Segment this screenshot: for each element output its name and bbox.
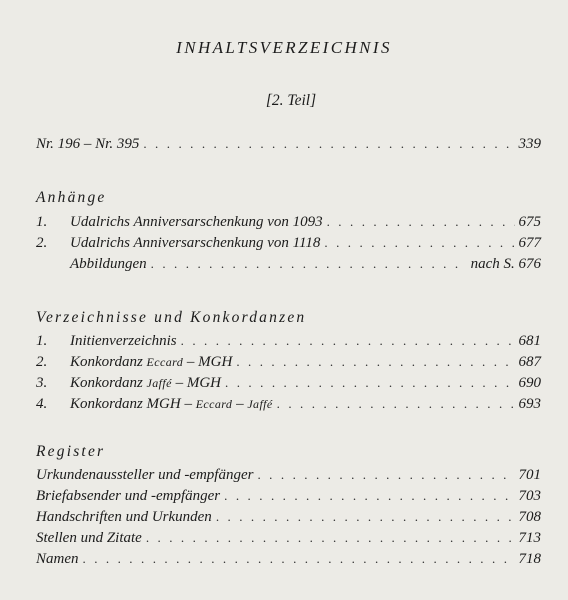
toc-entry-register-handschriften[interactable]: [36, 509, 541, 530]
toc-entry-konkordanz-mgh-eccard-jaffe[interactable]: [36, 396, 541, 417]
leader-dots: [324, 235, 514, 251]
leader-dots: [146, 530, 515, 546]
toc-entry-label: Urkundenaussteller und -empfänger: [36, 467, 254, 483]
toc-entry-register-namen[interactable]: [36, 551, 541, 572]
toc-entry-register-urkundenaussteller[interactable]: [36, 467, 541, 488]
toc-entry-number: 4.: [36, 396, 48, 412]
toc-entry-page: 713: [518, 530, 541, 546]
section-heading-register: Register: [36, 443, 106, 460]
toc-entry-register-stellen[interactable]: [36, 530, 541, 551]
toc-entry-page: 677: [518, 235, 541, 251]
toc-entry-anhang-2[interactable]: [36, 235, 541, 256]
small-caps-name: Jaffé: [146, 376, 172, 390]
leader-dots: [236, 354, 514, 370]
leader-dots: [151, 256, 467, 272]
leader-dots: [181, 333, 515, 349]
toc-entry-label: Konkordanz Eccard – MGH: [70, 354, 233, 370]
toc-entry-initienverzeichnis[interactable]: [36, 333, 541, 354]
toc-entry-page: 675: [518, 214, 541, 230]
small-caps-name: Eccard: [195, 397, 233, 411]
bleed-through-texture: [40, 66, 554, 82]
page-title: INHALTSVERZEICHNIS: [176, 38, 392, 57]
toc-entry-register-briefabsender[interactable]: [36, 488, 541, 509]
toc-entry-page: 718: [518, 551, 541, 567]
leader-dots: [277, 396, 515, 412]
toc-entry-page: 693: [518, 396, 541, 412]
toc-entry-anhang-1[interactable]: [36, 214, 541, 235]
toc-entry-label: Abbildungen: [70, 256, 147, 272]
toc-entry-page: 339: [518, 136, 541, 152]
toc-entry-label: Initienverzeichnis: [70, 333, 177, 349]
small-caps-name: Jaffé: [247, 397, 273, 411]
leader-dots: [224, 488, 514, 504]
toc-entry-number: 3.: [36, 375, 48, 391]
toc-entry-page: 703: [518, 488, 541, 504]
toc-entry-label: Handschriften und Urkunden: [36, 509, 212, 525]
leader-dots: [83, 551, 515, 567]
toc-entry-page: 681: [518, 333, 541, 349]
toc-entry-number: 2.: [36, 235, 48, 251]
toc-entry-abbildungen[interactable]: [36, 256, 541, 277]
toc-entry-label: Stellen und Zitate: [36, 530, 142, 546]
toc-entry-label: Udalrichs Anniversarschenkung von 1118: [70, 235, 321, 251]
toc-entry-page: 708: [518, 509, 541, 525]
leader-dots: [216, 509, 515, 525]
toc-entry-page: nach S. 676: [470, 256, 541, 272]
small-caps-name: Eccard: [146, 355, 184, 369]
part-label: [2. Teil]: [265, 92, 317, 109]
toc-entry-label: Namen: [36, 551, 79, 567]
leader-dots: [225, 375, 514, 391]
toc-entry-label: Udalrichs Anniversarschenkung von 1093: [70, 214, 323, 230]
leader-dots: [143, 136, 514, 152]
leader-dots: [257, 467, 514, 483]
section-heading-verzeichnisse: Verzeichnisse und Konkordanzen: [36, 309, 307, 326]
toc-entry-number: 1.: [36, 214, 48, 230]
toc-entry-konkordanz-jaffe-mgh[interactable]: [36, 375, 541, 396]
leader-dots: [327, 214, 515, 230]
toc-entry-label: Briefabsender und -empfänger: [36, 488, 221, 504]
toc-entry-page: 690: [518, 375, 541, 391]
toc-entry-number: 2.: [36, 354, 48, 370]
toc-entry-label: Nr. 196 – Nr. 395: [36, 136, 140, 152]
toc-entry-label: Konkordanz Jaffé – MGH: [70, 375, 222, 391]
toc-entry-page: 701: [518, 467, 541, 483]
toc-entry-konkordanz-eccard-mgh[interactable]: [36, 354, 541, 375]
toc-entry-number: 1.: [36, 333, 48, 349]
toc-entry-main[interactable]: [36, 136, 541, 157]
section-heading-anhaenge: Anhänge: [36, 189, 107, 206]
toc-entry-label: Konkordanz MGH – Eccard – Jaffé: [70, 396, 273, 412]
toc-entry-page: 687: [518, 354, 541, 370]
